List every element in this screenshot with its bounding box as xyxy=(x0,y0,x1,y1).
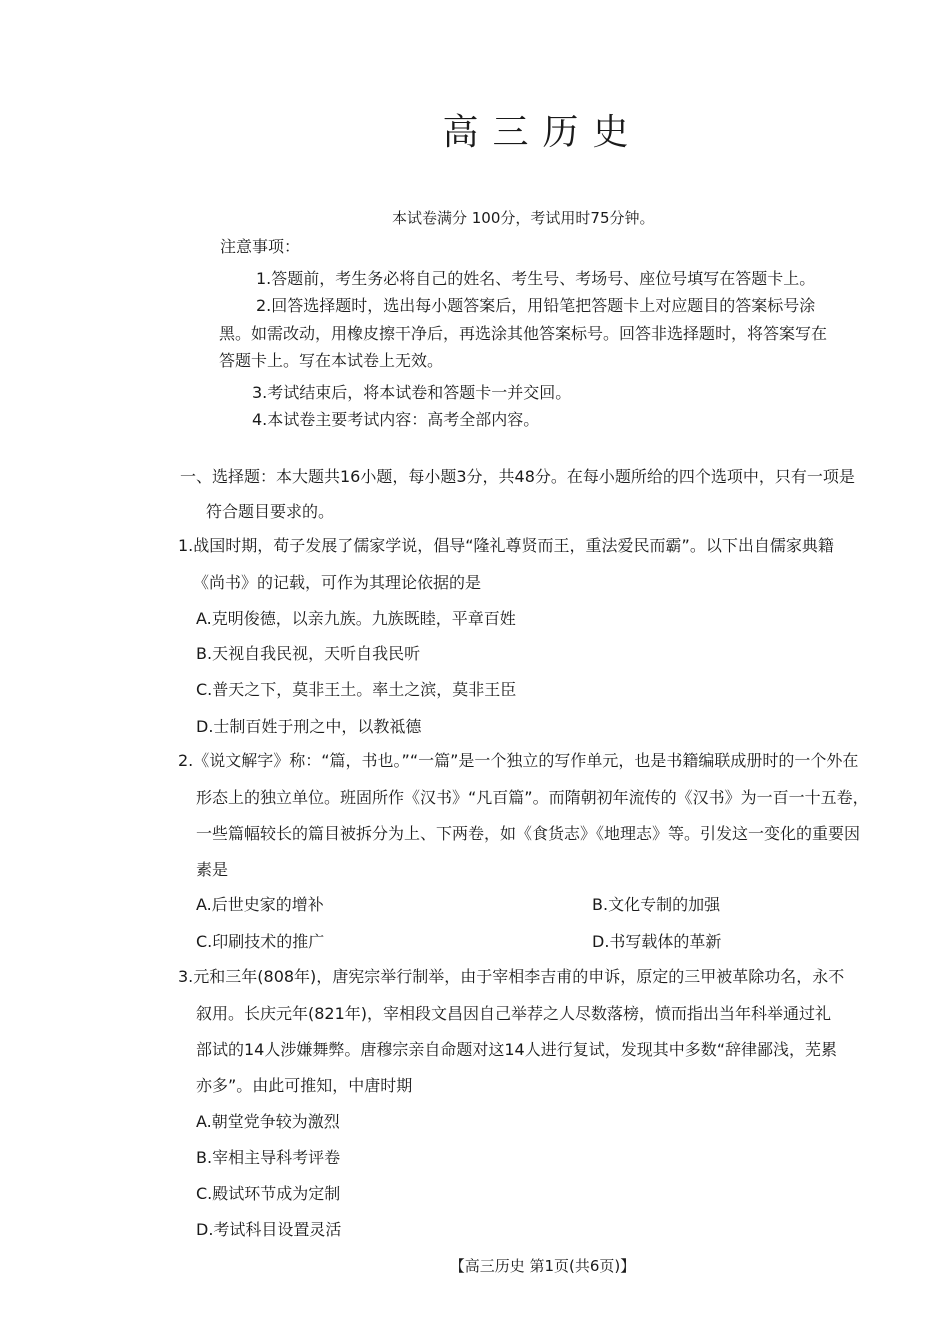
question-3-stem: 叙用。长庆元年(821年)，宰相段文昌因自己举荐之人尽数落榜，愤而指出当年科举通过礼 xyxy=(196,1004,832,1023)
question-3-option-b: B.宰相主导科考评卷 xyxy=(196,1148,341,1167)
question-2-option-a: A.后世史家的增补 xyxy=(196,895,324,914)
question-3-option-c: C.殿试环节成为定制 xyxy=(196,1184,341,1203)
question-2-option-c: C.印刷技术的推广 xyxy=(196,932,325,951)
notice-item: 4.本试卷主要考试内容：高考全部内容。 xyxy=(252,410,540,429)
question-1-option-b: B.天视自我民视，天听自我民听 xyxy=(196,644,421,663)
question-3-stem: 3.元和三年(808年)，唐宪宗举行制举，由于宰相李吉甫的申诉，原定的三甲被革除功名，永不 xyxy=(178,967,845,986)
question-1-option-a: A.克明俊德，以亲九族。九族既睦，平章百姓 xyxy=(196,609,516,628)
question-2-stem: 一些篇幅较长的篇目被拆分为上、下两卷，如《食货志》《地理志》等。引发这一变化的重要因 xyxy=(196,824,861,843)
question-2-stem: 素是 xyxy=(196,860,229,879)
exam-info: 本试卷满分 100分，考试用时75分钟。 xyxy=(392,209,655,227)
question-3-stem: 部试的14人涉嫌舞弊。唐穆宗亲自命题对这14人进行复试，发现其中多数“辞律鄙浅，芜累 xyxy=(196,1040,838,1059)
question-1-stem: 《尚书》的记载，可作为其理论依据的是 xyxy=(193,573,482,592)
notice-heading: 注意事项： xyxy=(220,237,301,256)
notice-item: 答题卡上。写在本试卷上无效。 xyxy=(219,351,444,370)
section-heading: 一、选择题：本大题共16小题，每小题3分，共48分。在每小题所给的四个选项中，只有一项是 xyxy=(180,467,855,486)
page-title: 高三历史 xyxy=(442,112,643,153)
notice-item: 黑。如需改动，用橡皮擦干净后，再选涂其他答案标号。回答非选择题时，将答案写在 xyxy=(219,324,828,343)
question-1-option-d: D.士制百姓于刑之中，以教祗德 xyxy=(196,717,422,736)
question-2-stem: 形态上的独立单位。班固所作《汉书》“凡百篇”。而隋朝初年流传的《汉书》为一百一十五卷， xyxy=(196,788,869,807)
section-heading-cont: 符合题目要求的。 xyxy=(206,502,335,521)
question-1-stem: 1.战国时期，荀子发展了儒家学说，倡导“隆礼尊贤而王，重法爱民而霸”。以下出自儒家典籍 xyxy=(178,536,834,555)
question-2-option-d: D.书写载体的革新 xyxy=(592,932,722,951)
question-3-option-a: A.朝堂党争较为激烈 xyxy=(196,1112,340,1131)
question-2-stem: 2.《说文解字》称：“篇，书也。”“一篇”是一个独立的写作单元，也是书籍编联成册时的一个外在 xyxy=(178,751,859,770)
question-3-option-d: D.考试科目设置灵活 xyxy=(196,1220,342,1239)
notice-item: 3.考试结束后，将本试卷和答题卡一并交回。 xyxy=(252,383,572,402)
notice-item: 2.回答选择题时，选出每小题答案后，用铅笔把答题卡上对应题目的答案标号涂 xyxy=(256,296,816,315)
question-3-stem: 亦多”。由此可推知，中唐时期 xyxy=(196,1076,413,1095)
question-2-option-b: B.文化专制的加强 xyxy=(592,895,721,914)
question-1-option-c: C.普天之下，莫非王土。率土之滨，莫非王臣 xyxy=(196,680,517,699)
page-footer: 【高三历史 第1页(共6页)】 xyxy=(449,1257,636,1275)
notice-item: 1.答题前，考生务必将自己的姓名、考生号、考场号、座位号填写在答题卡上。 xyxy=(256,269,816,288)
